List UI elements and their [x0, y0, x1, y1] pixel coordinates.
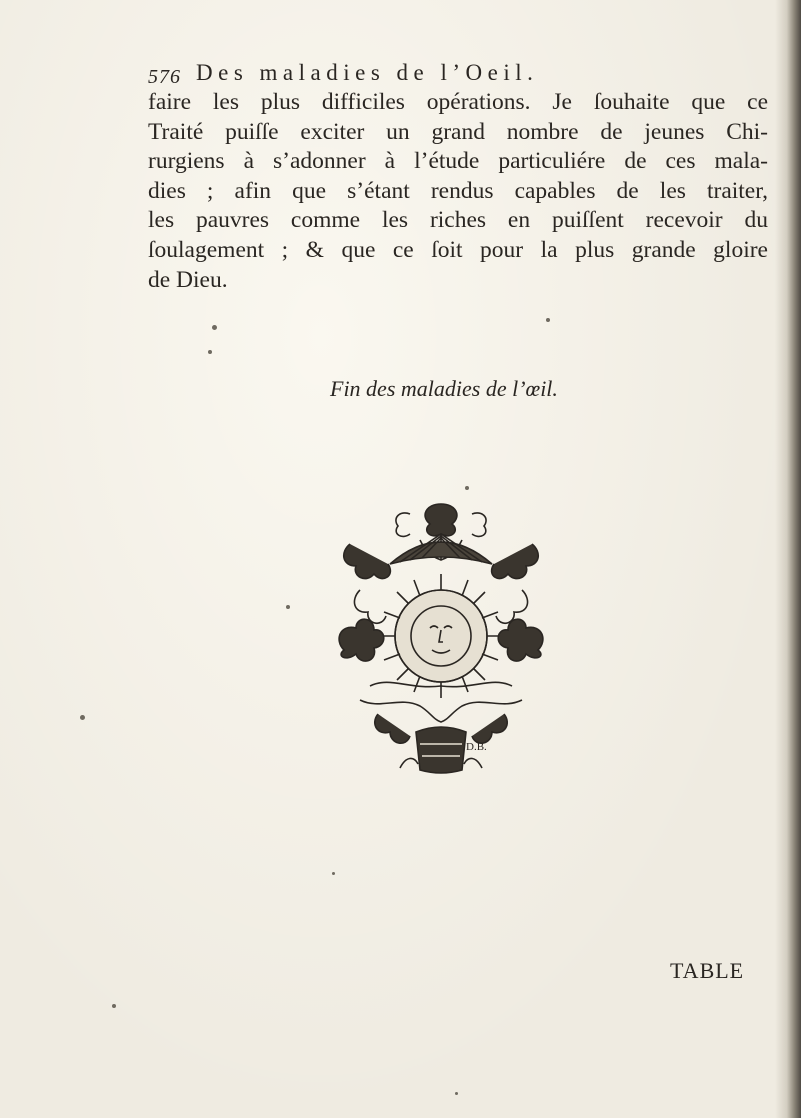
page-number: 576	[148, 66, 181, 88]
running-head: Des maladies de l’Oeil.	[196, 60, 539, 85]
paper-speck	[465, 486, 469, 490]
text-line: dies ; afin que s’étant rendus capables de les traiter,	[148, 177, 768, 204]
ornament-monogram: D.B.	[466, 741, 487, 753]
paper-speck	[286, 605, 290, 609]
body-paragraph	[148, 88, 768, 295]
paper-speck	[546, 318, 550, 322]
paper-speck	[212, 325, 217, 330]
page-header	[148, 60, 748, 90]
text-line: rurgiens à s’adonner à l’étude particuliére de ces mala-	[148, 148, 768, 175]
paper-speck	[208, 350, 212, 354]
text-line: de Dieu.	[148, 266, 228, 293]
closing-line: Fin des maladies de l’œil.	[330, 376, 558, 401]
catchword: TABLE	[670, 958, 745, 983]
paper-speck	[455, 1092, 458, 1095]
page-edge-shadow	[775, 0, 801, 1118]
text-line: ſoulagement ; & que ce ſoit pour la plus grande gloire	[148, 236, 768, 263]
paper-speck	[80, 715, 85, 720]
decorative-fleuron	[330, 500, 552, 780]
text-line: faire les plus difficiles opérations. Je ſouhaite que ce	[148, 89, 768, 115]
paper-speck	[332, 872, 335, 875]
paper-speck	[112, 1004, 116, 1008]
text-line: les pauvres comme les riches en puiſſent recevoir du	[148, 207, 768, 234]
text-line: Traité puiſſe exciter un grand nombre de jeunes Chi-	[148, 118, 768, 145]
